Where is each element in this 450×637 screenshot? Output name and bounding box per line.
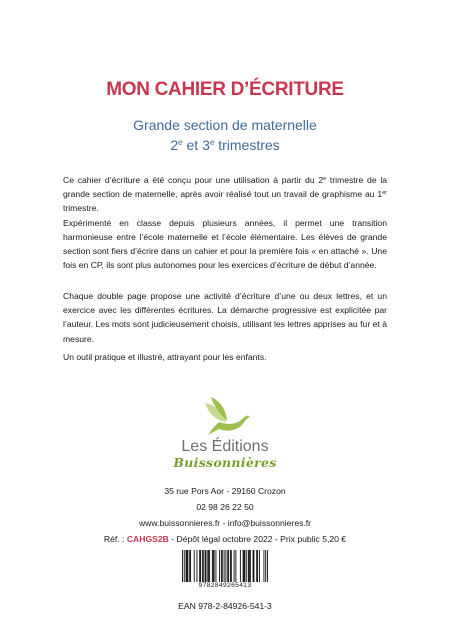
barcode-bar — [244, 550, 245, 582]
barcode-bar — [224, 550, 225, 582]
reference-code: CAHGS2B — [126, 534, 169, 544]
barcode-bar — [253, 550, 254, 582]
barcode-bar — [244, 550, 245, 582]
barcode-bar — [222, 550, 223, 582]
barcode-bars — [182, 550, 268, 582]
paragraph-3: Chaque double page propose une activité d’écriture d’une ou deux lettres, et un exercice avec les différentes écritures. La démarche progressive est explicitée par l’auteur. Les mots sont judicieusement choisis, utilisant les lettres apprises au fur et à mesure. — [63, 291, 387, 344]
barcode-bar — [196, 550, 197, 582]
barcode-bar — [221, 550, 222, 582]
description-summary — [63, 350, 387, 364]
subtitle-grade: Grande section de maternelle — [133, 117, 317, 133]
publisher-phone: 02 98 26 22 50 — [196, 502, 254, 512]
barcode-digits: 9782849265413 — [198, 582, 252, 589]
barcode-bar — [206, 550, 207, 582]
barcode-bar — [228, 550, 229, 582]
barcode-bar — [207, 550, 208, 582]
barcode-bar — [203, 550, 204, 582]
barcode-bar — [227, 550, 228, 582]
barcode-bar — [250, 550, 251, 582]
barcode-bar — [189, 550, 190, 582]
barcode-bar — [200, 550, 201, 582]
barcode-bar — [230, 550, 231, 582]
paragraph-2: Expérimenté en classe depuis plusieurs années, il permet une transition harmonieuse entre l’école maternelle et l’école élémentaire. Les élèves de grande section sont fiers d’écrire dans un cahier et pour la première fois « en attaché ». Une fois en CP, ils sont plus autonomes pour les exercices d’écriture de début d’année. — [63, 217, 387, 271]
barcode-bar — [225, 550, 226, 582]
barcode-bar — [249, 550, 250, 582]
barcode-bar — [186, 550, 187, 582]
publisher-web: www.buissonnieres.fr - info@buissonnieres.fr — [138, 518, 312, 528]
barcode-bar — [194, 550, 195, 582]
barcode-bar — [246, 550, 247, 582]
paragraph-1: Ce cahier d’écriture a été conçu pour une utilisation à partir du 2e trimestre de la grande section de maternelle, après avoir réalisé tout un travail de graphisme au 1er trimestre. — [63, 175, 388, 214]
barcode-bar — [212, 550, 213, 582]
barcode-bar — [190, 550, 191, 582]
barcode-bar — [205, 550, 206, 582]
barcode-bar — [215, 550, 216, 582]
barcode-bar — [248, 550, 249, 582]
barcode-bar — [231, 550, 232, 582]
barcode-bar — [219, 550, 220, 582]
barcode-bar — [182, 550, 183, 582]
barcode-bar — [213, 550, 214, 582]
book-title: MON CAHIER D’ÉCRITURE — [106, 79, 344, 100]
barcode-bar — [243, 550, 244, 582]
description-structure — [63, 289, 387, 346]
reference-line: Réf. : CAHGS2B - Dépôt légal octobre 2022 - Prix public 5,20 € — [103, 534, 347, 544]
barcode-bar — [234, 550, 235, 582]
barcode-bar — [256, 550, 257, 582]
barcode-bar — [257, 550, 258, 582]
barcode-bar — [184, 550, 185, 582]
barcode-bar — [208, 550, 209, 582]
ean-code: EAN 978-2-84926-541-3 — [178, 601, 272, 611]
barcode-bar — [187, 550, 188, 582]
publisher-logo-script: Buissonnières — [173, 455, 277, 470]
description-intro — [63, 173, 387, 272]
barcode-bar — [214, 550, 215, 582]
barcode-bar — [202, 550, 203, 582]
barcode-bar — [187, 550, 188, 582]
publisher-address: 35 rue Pors Aor - 29160 Crozon — [164, 486, 286, 496]
barcode-bar — [265, 550, 266, 582]
barcode-bar — [209, 550, 210, 582]
paragraph-4: Un outil pratique et illustré, attrayant pour les enfants. — [63, 352, 267, 362]
barcode-bar — [259, 550, 260, 582]
barcode-bar — [240, 550, 241, 582]
barcode-bar — [199, 550, 200, 582]
barcode-bar — [254, 550, 255, 582]
barcode-bar — [267, 550, 268, 582]
barcode-bar — [263, 550, 264, 582]
barcode-bar — [235, 550, 236, 582]
bird-logo-icon — [199, 395, 251, 437]
barcode — [170, 545, 280, 593]
subtitle-terms: 2e et 3e trimestres — [170, 137, 280, 153]
publisher-logo-text: Les Éditions — [181, 438, 269, 455]
